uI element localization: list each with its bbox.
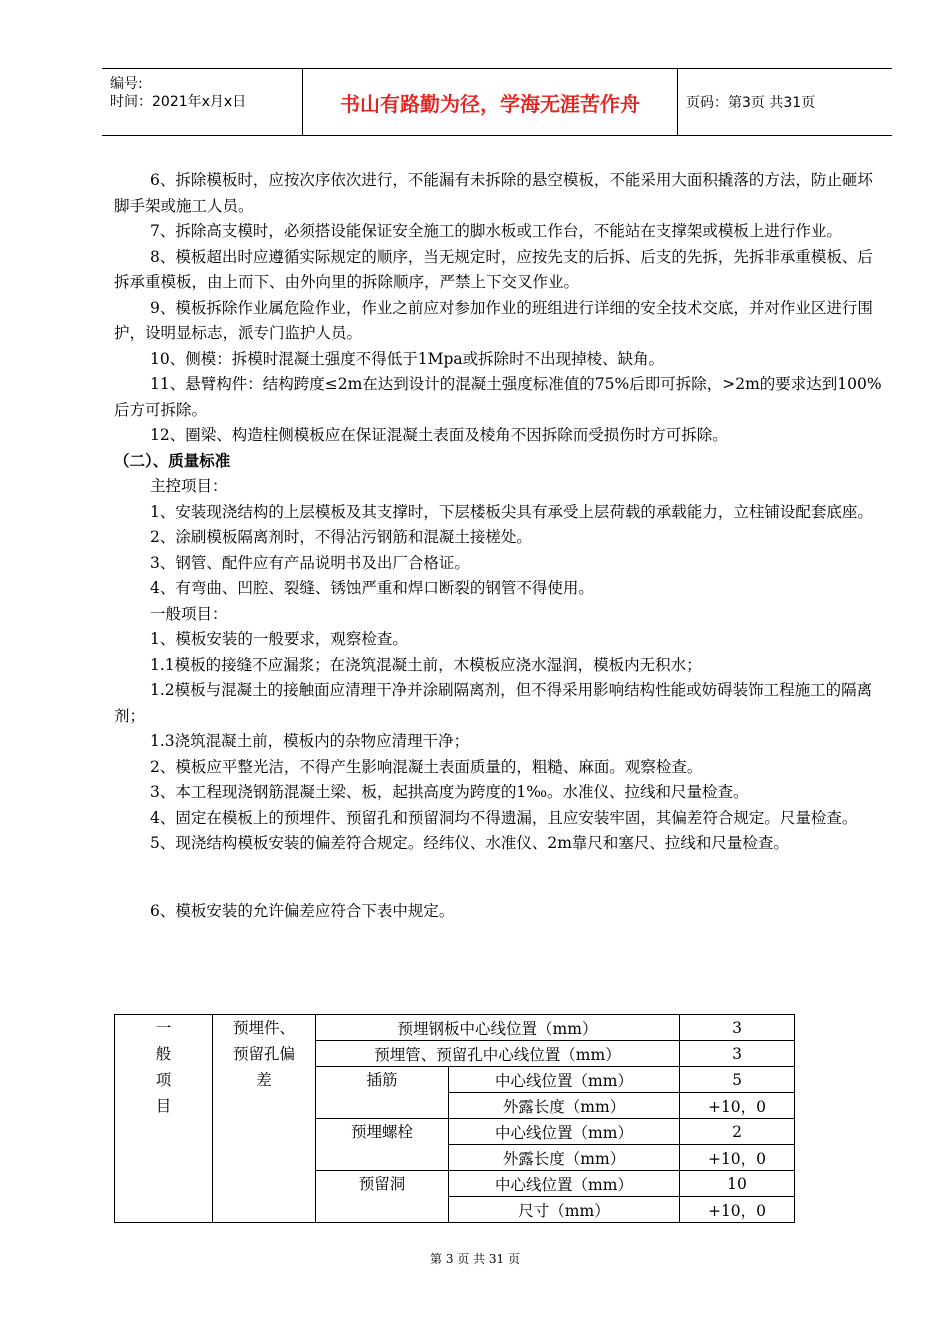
table-value-cell: 10 [680, 1171, 795, 1197]
paragraph: 9、模板拆除作业属危险作业，作业之前应对参加作业的班组进行详细的安全技术交底，并对作业区进行围护，设明显标志，派专门监护人员。 [114, 298, 873, 342]
page-footer: 第 3 页 共 31 页 [430, 1252, 520, 1266]
table-intro: 6、模板安装的允许偏差应符合下表中规定。 [150, 901, 455, 920]
paragraph: 4、固定在模板上的预埋件、预留孔和预留洞均不得遗漏，且应安装牢固，其偏差符合规定。尺量检查。 [150, 808, 858, 827]
paragraph: 5、现浇结构模板安装的偏差符合规定。经纬仪、水准仪、2m靠尺和塞尺、拉线和尺量检查。 [150, 834, 789, 852]
page-label: 页码：第3页 共31页 [686, 95, 816, 111]
spacer [114, 857, 884, 899]
section-heading: （二）、质量标准 [114, 451, 231, 470]
paragraph: 一般项目： [150, 604, 228, 623]
paragraph: 12、圈梁、构造柱侧模板应在保证混凝土表面及棱角不因拆除而受损伤时方可拆除。 [150, 426, 728, 444]
paragraph: 6、拆除模板时，应按次序依次进行，不能漏有未拆除的悬空模板，不能采用大面积撬落的方法，防止砸坏脚手架或施工人员。 [114, 171, 873, 215]
table-category-cell: 一 般 项 目 [115, 1015, 213, 1223]
tolerance-table [114, 1014, 795, 1223]
paragraph: 3、钢管、配件应有产品说明书及出厂合格证。 [150, 553, 470, 572]
paragraph: 1、模板安装的一般要求，观察检查。 [150, 630, 408, 648]
table-item-cell: 预埋管、预留孔中心线位置（mm） [316, 1041, 680, 1067]
paragraph: 2、涂刷模板隔离剂时，不得沾污钢筋和混凝土接槎处。 [150, 528, 532, 546]
paragraph: 10、侧模：拆模时混凝土强度不得低于1Mpa或拆除时不出现掉棱、缺角。 [150, 349, 665, 368]
time-label: 时间：2021年x月x日 [110, 94, 247, 110]
table-group-cell: 预埋件、 预留孔偏 差 [213, 1015, 316, 1223]
table-value-cell: 2 [680, 1119, 795, 1145]
table-subgroup-cell: 预留洞 [316, 1171, 449, 1223]
header-motto-cell [303, 69, 678, 135]
table-value-cell: +10，0 [680, 1145, 795, 1171]
table-item-cell: 外露长度（mm） [449, 1093, 680, 1119]
paragraph: 3、本工程现浇钢筋混凝土梁、板，起拱高度为跨度的1‰。水准仪、拉线和尺量检查。 [150, 783, 749, 801]
paragraph: 11、悬臂构件：结构跨度≤2m在达到设计的混凝土强度标准值的75%后即可拆除，>2m的要求达到100%后方可拆除。 [114, 375, 882, 419]
paragraph: 主控项目： [150, 477, 228, 495]
table-value-cell: 3 [680, 1041, 795, 1067]
code-label: 编号: [110, 76, 143, 92]
paragraph: 1.1模板的接缝不应漏浆；在浇筑混凝土前，木模板应浇水湿润，模板内无积水； [150, 655, 702, 674]
paragraph: 4、有弯曲、凹腔、裂缝、锈蚀严重和焊口断裂的钢管不得使用。 [150, 579, 594, 597]
paragraph: 1.2模板与混凝土的接触面应清理干净并涂刷隔离剂，但不得采用影响结构性能或妨碍装饰工程施工的隔离剂； [114, 681, 873, 725]
table-value-cell: +10，0 [680, 1197, 795, 1223]
table-subgroup-cell: 插筋 [316, 1067, 449, 1119]
page-header [102, 68, 892, 136]
table-item-cell: 外露长度（mm） [449, 1145, 680, 1171]
paragraph: 8、模板超出时应遵循实际规定的顺序，当无规定时，应按先支的后拆、后支的先拆，先拆非承重模板、后拆承重模板，由上而下、由外向里的拆除顺序，严禁上下交叉作业。 [114, 247, 873, 291]
table-value-cell: 5 [680, 1067, 795, 1093]
paragraph: 1.3浇筑混凝土前，模板内的杂物应清理干净； [150, 732, 470, 750]
table-value-cell: +10，0 [680, 1093, 795, 1119]
table-item-cell: 中心线位置（mm） [449, 1067, 680, 1093]
table-subgroup-cell: 预埋螺栓 [316, 1119, 449, 1171]
table-item-cell: 预埋钢板中心线位置（mm） [316, 1015, 680, 1041]
header-meta-cell [102, 69, 303, 135]
paragraph: 1、安装现浇结构的上层模板及其支撑时，下层楼板尖具有承受上层荷载的承载能力，立柱铺设配套底座。 [150, 502, 873, 521]
table-item-cell: 尺寸（mm） [449, 1197, 680, 1223]
table-value-cell: 3 [680, 1015, 795, 1041]
paragraph: 2、模板应平整光洁，不得产生影响混凝土表面质量的，粗糙、麻面。观察检查。 [150, 757, 703, 776]
paragraph: 7、拆除高支模时，必须搭设能保证安全施工的脚水板或工作台，不能站在支撑架或模板上进行作业。 [150, 222, 842, 240]
table-item-cell: 中心线位置（mm） [449, 1171, 680, 1197]
table-item-cell: 中心线位置（mm） [449, 1119, 680, 1145]
document-body [114, 168, 884, 924]
header-page-cell [678, 69, 892, 135]
motto: 书山有路勤为径，学海无涯苦作舟 [340, 91, 640, 116]
